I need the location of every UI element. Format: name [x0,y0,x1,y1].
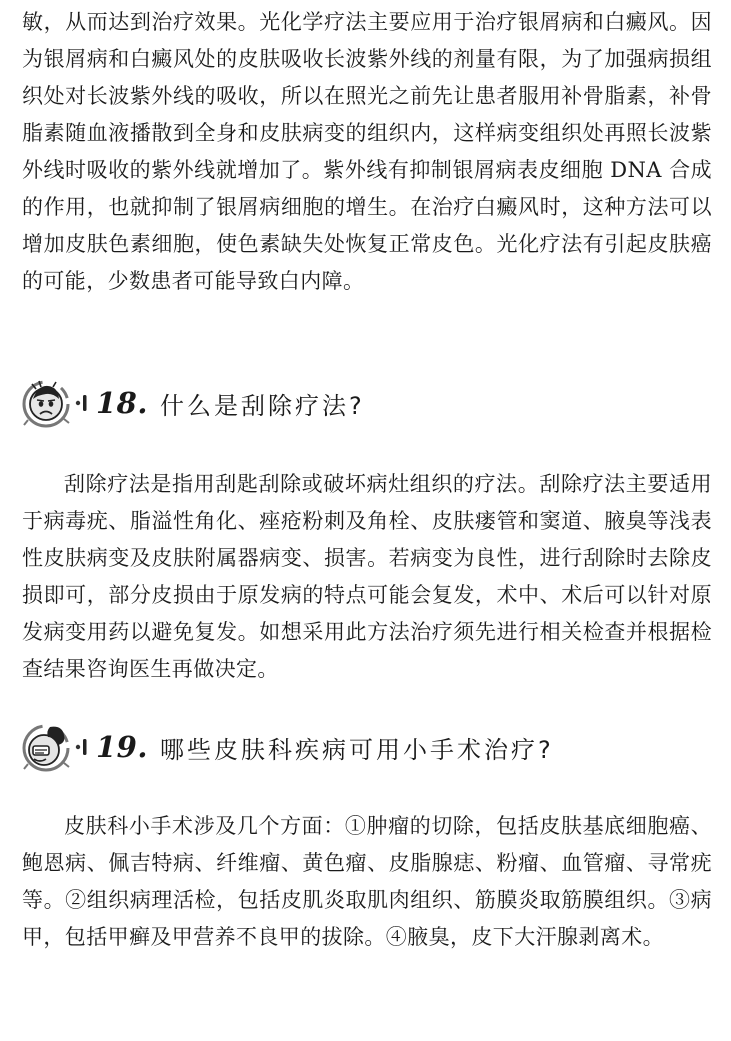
heading-dots-icon [74,735,92,759]
intro-paragraph: 敏，从而达到治疗效果。光化学疗法主要应用于治疗银屑病和白癜风。因为银屑病和白癜风处的皮肤吸收长波紫外线的剂量有限，为了加强病损组织处对长波紫外线的吸收，所以在照光之前先让患者服用补骨脂素，补骨脂素随血液播散到全身和皮肤病变的组织内，这样病变组织处再照长波紫外线时吸收的紫外线就增加了。紫外线有抑制银屑病表皮细胞 DNA 合成的作用，也就抑制了银屑病细胞的增生。在治疗白癜风时，这种方法可以增加皮肤色素细胞，使色素缺失处恢复正常皮色。光化疗法有引起皮肤癌的可能，少数患者可能导致白内障。 [22,10,712,293]
section-18-body: 刮除疗法是指用刮匙刮除或破坏病灶组织的疗法。刮除疗法主要适用于病毒疣、脂溢性角化、痤疮粉刺及角栓、皮肤瘘管和窦道、腋臭等浅表性皮肤病变及皮肤附属器病变、损害。若病变为良性，进行刮除时去除皮损即可，部分皮损由于原发病的特点可能会复发，术中、术后可以针对原发病变用药以避免复发。如想采用此方法治疗须先进行相关检查并根据检查结果咨询医生再做决定。 [22,472,712,681]
section-number: 19. [96,730,148,764]
section-19-body: 皮肤科小手术涉及几个方面：①肿瘤的切除，包括皮肤基底细胞癌、鲍恩病、佩吉特病、纤维瘤、黄色瘤、皮脂腺痣、粉瘤、血管瘤、寻常疣等。②组织病理活检，包括皮肌炎取肌肉组织、筋膜炎取筋膜组织。③病甲，包括甲癣及甲营养不良甲的拔除。④腋臭，皮下大汗腺剥离术。 [22,814,712,949]
section-number: 18. [96,386,148,420]
heading-dots-icon [74,391,92,415]
section-title: 什么是刮除疗法? [159,391,365,420]
worried-face-icon [20,377,72,429]
section-title: 哪些皮肤科疾病可用小手术治疗? [159,735,554,764]
section-heading-18 [20,378,365,428]
section-heading-19 [20,722,554,772]
thinking-face-icon [20,721,72,773]
